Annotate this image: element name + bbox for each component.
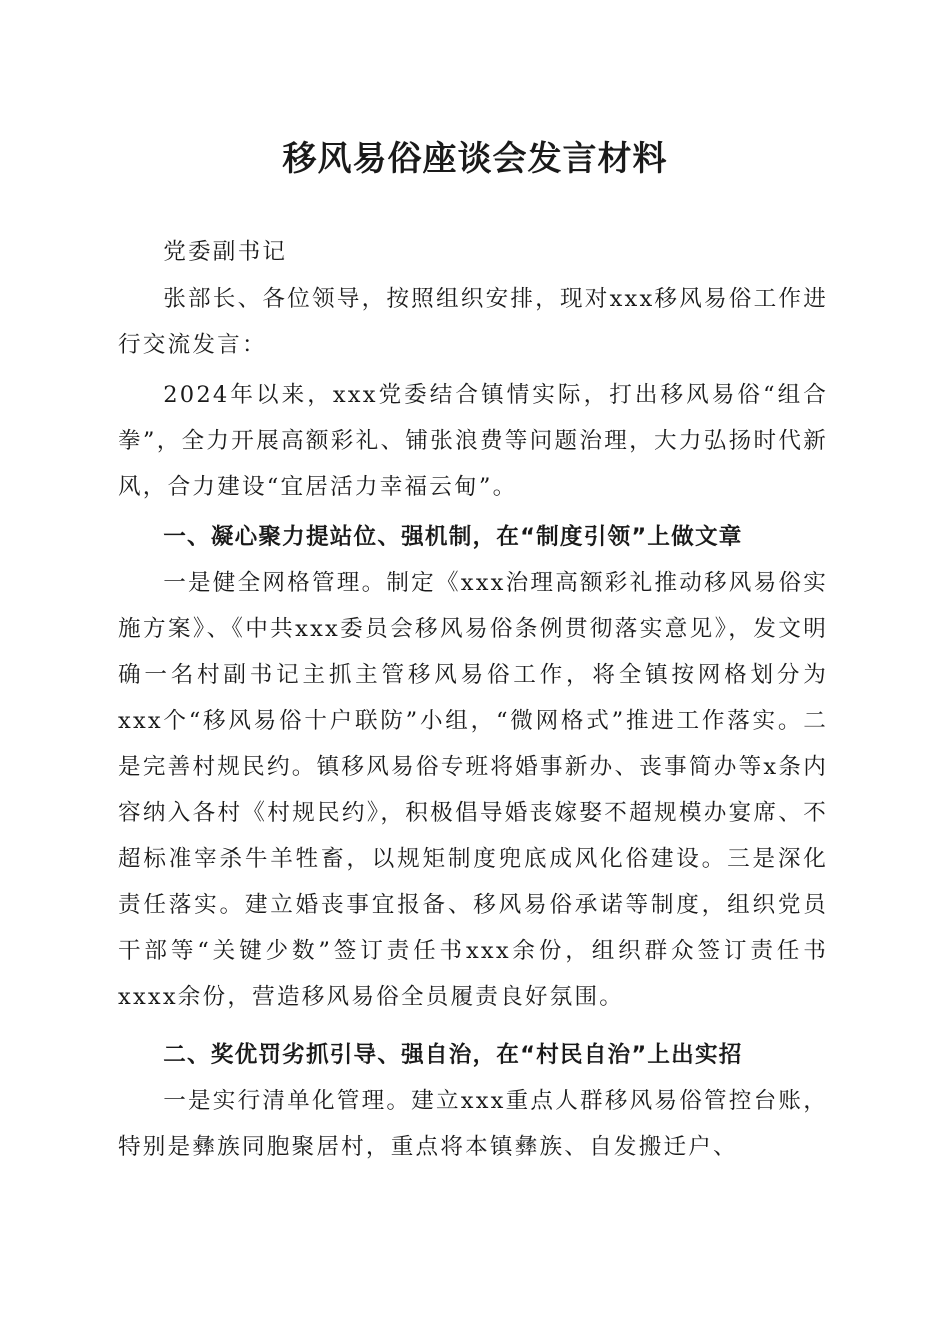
section-2-heading: 二、奖优罚劣抓引导、强自治，在“村民自治”上出实招	[163, 1042, 743, 1068]
section-1-heading: 一、凝心聚力提站位、强机制，在“制度引领”上做文章	[163, 524, 743, 550]
author-line: 党委副书记	[163, 239, 288, 265]
document-title: 移风易俗座谈会发言材料	[282, 139, 668, 179]
section-1-paragraph: 一是健全网格管理。制定《xxx治理高额彩礼推动移风易俗实施方案》、《中共xxx委员会移风易俗条例贯彻落实意见》，发文明确一名村副书记主抓主管移风易俗工作，将全镇按网格划分为xxx个“移风易俗十户联防”小组，“微网格式”推进工作落实。二是完善村规民约。镇移风易俗专班将婚事新办、丧事简办等x条内容纳入各村《村规民约》，积极倡导婚丧嫁娶不超规模办宴席、不超标准宰杀牛羊牲畜，以规矩制度兜底成风化俗建设。三是深化责任落实。建立婚丧事宜报备、移风易俗承诺等制度，组织党员干部等“关键少数”签订责任书xxx余份，组织群众签订责任书xxxx余份，营造移风易俗全员履责良好氛围。	[118, 570, 828, 1010]
section-2-paragraph: 一是实行清单化管理。建立xxx重点人群移风易俗管控台账，特别是彝族同胞聚居村，重点将本镇彝族、自发搬迁户、	[118, 1088, 828, 1160]
salutation-paragraph: 张部长、各位领导，按照组织安排，现对xxx移风易俗工作进行交流发言：	[118, 286, 828, 358]
intro-paragraph: 2024年以来，xxx党委结合镇情实际，打出移风易俗“组合拳”，全力开展高额彩礼、铺张浪费等问题治理，大力弘扬时代新风，合力建设“宜居活力幸福云甸”。	[118, 382, 828, 500]
document-body	[118, 228, 828, 1170]
